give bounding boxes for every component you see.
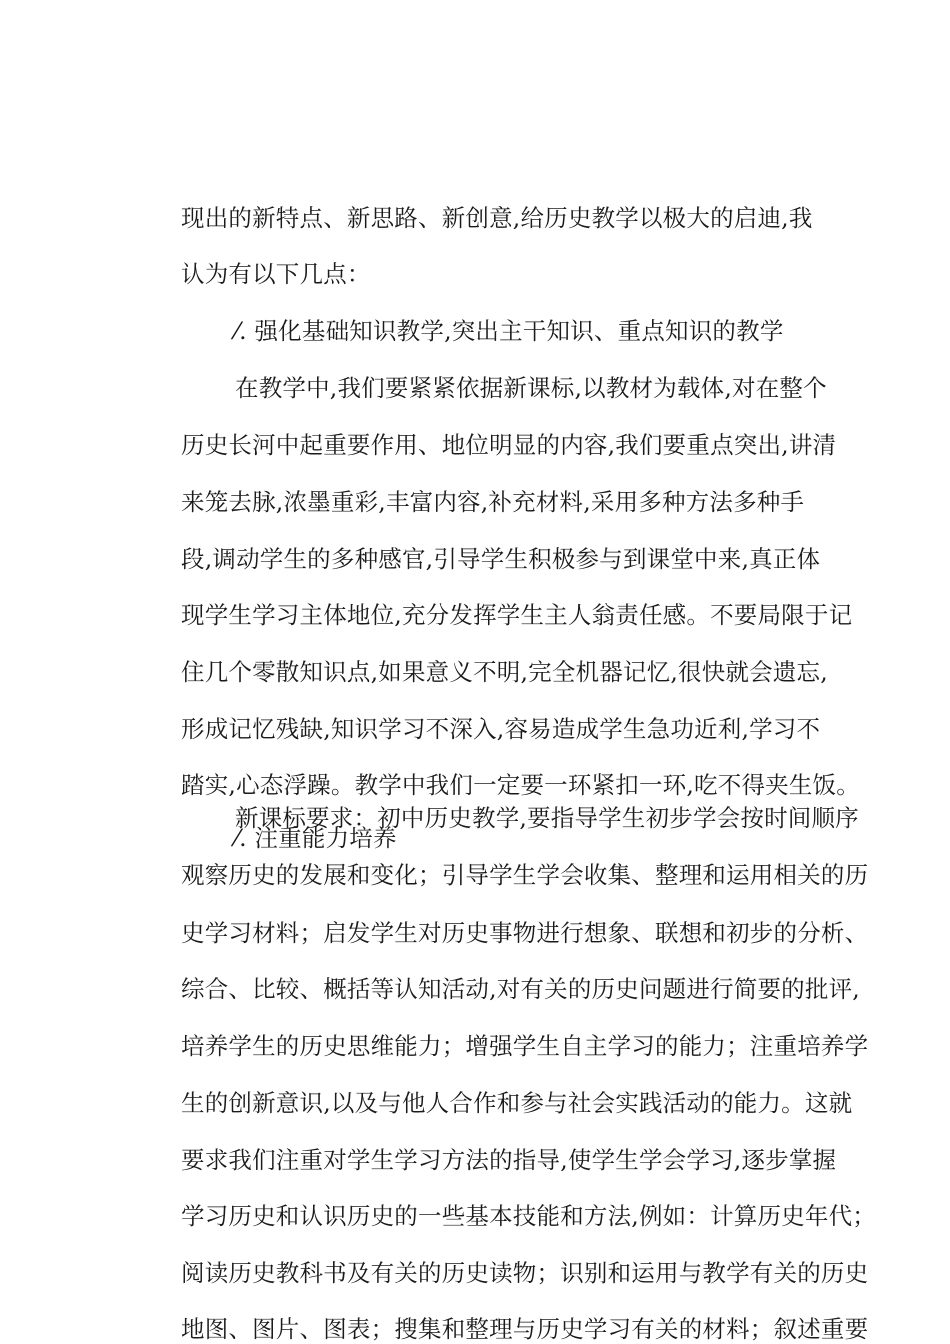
paragraph-line: 史学习材料；启发学生对历史事物进行想象、联想和初步的分析、: [181, 919, 869, 947]
section-heading-1: ⁄. 强化基础知识教学,突出主干知识、重点知识的教学: [235, 317, 784, 345]
paragraph-line: 历史长河中起重要作用、地位明显的内容,我们要重点突出,讲清: [181, 431, 837, 459]
paragraph-line: 现学生学习主体地位,充分发挥学生主人翁责任感。不要局限于记: [181, 601, 853, 629]
paragraph-line: 新课标要求：初中历史教学,要指导学生初步学会按时间顺序: [235, 804, 859, 832]
paragraph-line: 现出的新特点、新思路、新创意,给历史教学以极大的启迪,我: [181, 204, 813, 232]
paragraph-line: 段,调动学生的多种感官,引导学生积极参与到课堂中来,真正体: [181, 545, 821, 573]
paragraph-line: 地图、图片、图表；搜集和整理与历史学习有关的材料；叙述重要: [181, 1315, 869, 1343]
paragraph-line: 形成记忆残缺,知识学习不深入,容易造成学生急功近利,学习不: [181, 715, 821, 743]
paragraph-line: 学习历史和认识历史的一些基本技能和方法,例如：计算历史年代；: [181, 1202, 876, 1230]
paragraph-line: 观察历史的发展和变化；引导学生学会收集、整理和运用相关的历: [181, 861, 869, 889]
paragraph-line: 生的创新意识,以及与他人合作和参与社会实践活动的能力。这就: [181, 1089, 853, 1117]
paragraph-line: 要求我们注重对学生学习方法的指导,使学生学会学习,逐步掌握: [181, 1146, 837, 1174]
paragraph-line: 认为有以下几点：: [181, 260, 371, 288]
paragraph-line: 阅读历史教科书及有关的历史读物；识别和运用与教学有关的历史: [181, 1259, 869, 1287]
paragraph-line: 培养学生的历史思维能力；增强学生自主学习的能力；注重培养学: [181, 1032, 869, 1060]
paragraph-line: 来笼去脉,浓墨重彩,丰富内容,补充材料,采用多种方法多种手: [181, 488, 805, 516]
paragraph-line: 踏实,心态浮躁。教学中我们一定要一环紧扣一环,吃不得夹生饭。: [181, 771, 860, 799]
section-heading-2: ⁄. 注重能力培养: [235, 824, 397, 852]
paragraph-line: 在教学中,我们要紧紧依据新课标,以教材为载体,对在整个: [235, 374, 827, 402]
paragraph-line: 住几个零散知识点,如果意义不明,完全机器记忆,很快就会遗忘,: [181, 658, 828, 686]
paragraph-line: 综合、比较、概括等认知活动,对有关的历史问题进行简要的批评,: [181, 975, 860, 1003]
